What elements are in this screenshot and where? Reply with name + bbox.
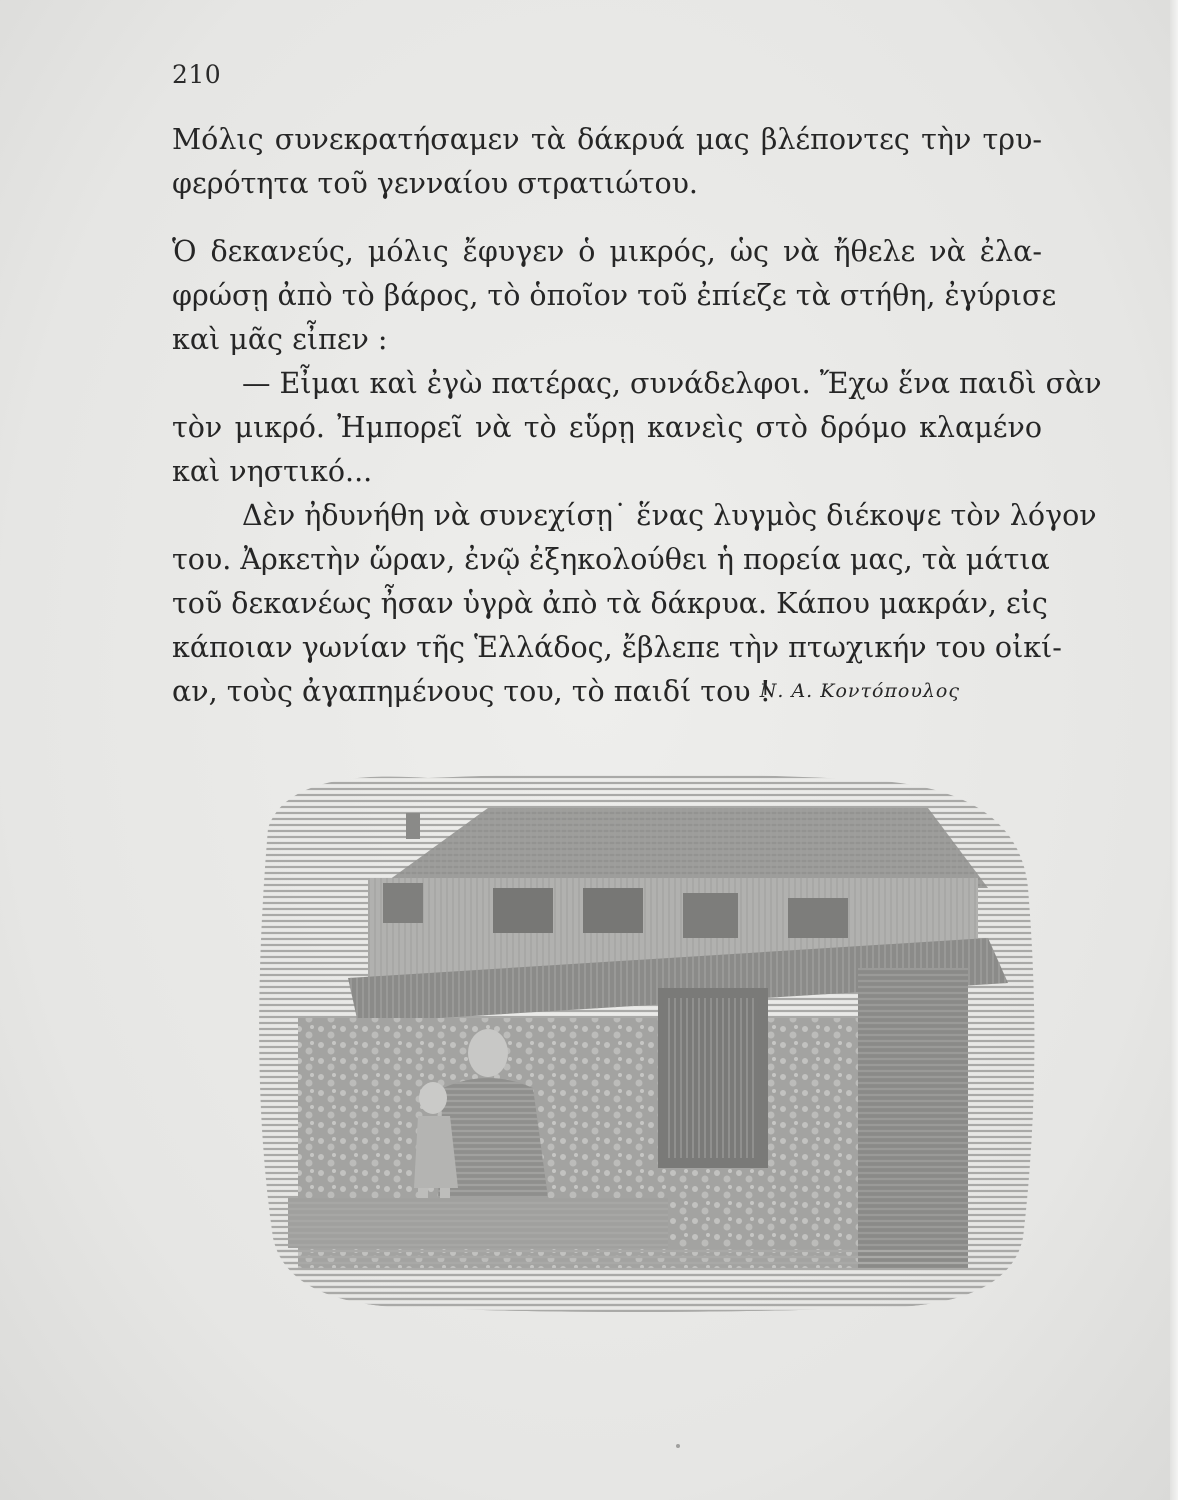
text-line: φερότητα τοῦ γενναίου στρατιώτου. bbox=[172, 167, 698, 200]
paper-speck bbox=[676, 1444, 680, 1448]
author-signature: Ν. Α. Κοντόπουλος bbox=[759, 680, 960, 702]
illustration-scene bbox=[228, 768, 1058, 1313]
text-line: καὶ μᾶς εἶπεν : bbox=[172, 323, 388, 356]
text-line: του. Ἀρκετὴν ὥραν, ἐνῷ ἐξηκολούθει ἡ πορεία μας, τὰ μάτια bbox=[172, 543, 1050, 576]
page-number: 210 bbox=[172, 60, 222, 89]
text-line: Ὁ δεκανεύς, μόλις ἔφυγεν ὁ μικρός, ὡς νὰ ἤθελε νὰ ἐλα- bbox=[172, 235, 1042, 268]
text-line: καὶ νηστικό... bbox=[172, 455, 373, 488]
text-line: Δὲν ἠδυνήθη νὰ συνεχίσῃ˙ ἕνας λυγμὸς διέκοψε τὸν λόγον bbox=[242, 499, 1097, 532]
text-line: — Εἶμαι καὶ ἐγὼ πατέρας, συνάδελφοι. Ἔχω ἕνα παιδὶ σὰν bbox=[242, 367, 1102, 400]
text-line: Μόλις συνεκρατήσαμεν τὰ δάκρυά μας βλέποντες τὴν τρυ- bbox=[172, 123, 1042, 156]
text-line: τὸν μικρό. Ἠμπορεῖ νὰ τὸ εὕρῃ κανεὶς στὸ δρόμο κλαμένο bbox=[172, 411, 1042, 444]
text-line: αν, τοὺς ἀγαπημένους του, τὸ παιδί του ! bbox=[172, 675, 772, 708]
page-edge bbox=[1170, 0, 1178, 1500]
woodcut-illustration bbox=[228, 768, 1058, 1313]
text-line: τοῦ δεκανέως ἦσαν ὑγρὰ ἀπὸ τὰ δάκρυα. Κάπου μακράν, εἰς bbox=[172, 587, 1048, 620]
text-line: κάποιαν γωνίαν τῆς Ἑλλάδος, ἔβλεπε τὴν πτωχικήν του οἰκί- bbox=[172, 631, 1062, 664]
text-line: φρώσῃ ἀπὸ τὸ βάρος, τὸ ὁποῖον τοῦ ἐπίεζε τὰ στήθη, ἐγύρισε bbox=[172, 279, 1057, 312]
